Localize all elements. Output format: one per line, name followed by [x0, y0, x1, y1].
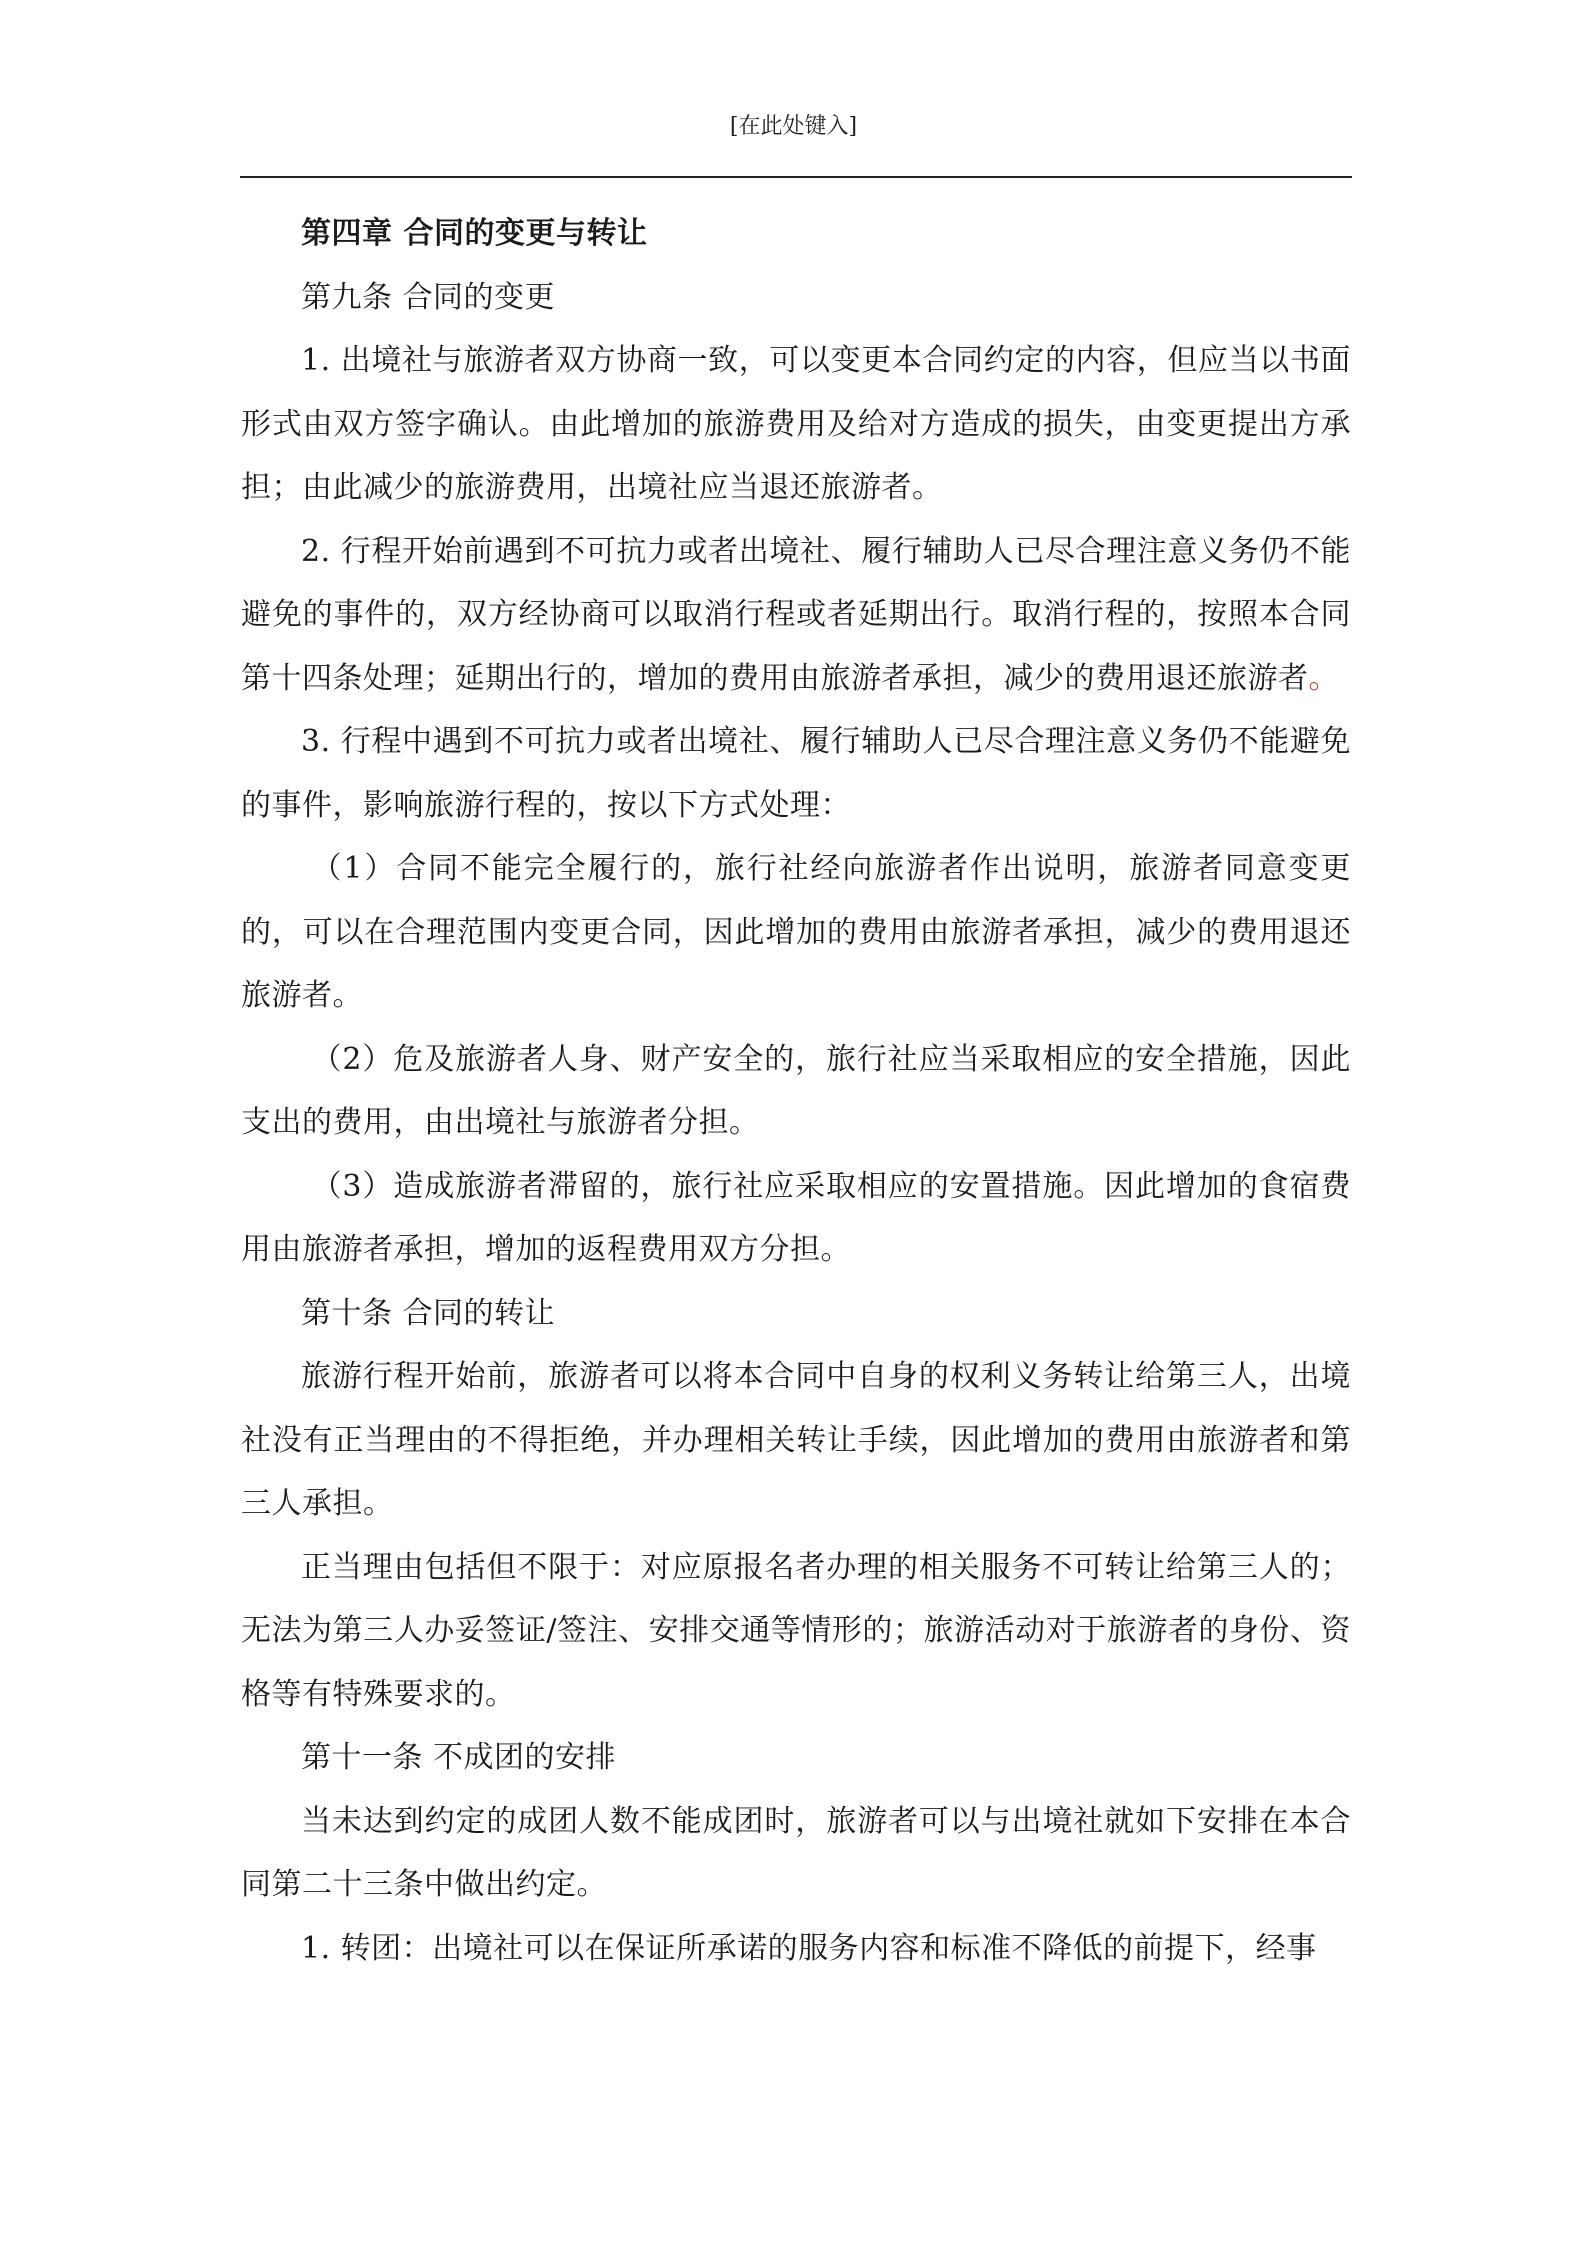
article-9-subitem-2: （2）危及旅游者人身、财产安全的，旅行社应当采取相应的安全措施，因此支出的费用，由出境社与旅游者分担。 [241, 1041, 1351, 1140]
article-9-paragraph-2-text: 2. 行程开始前遇到不可抗力或者出境社、履行辅助人已尽合理注意义务仍不能避免的事件的，双方经协商可以取消行程或者延期出行。取消行程的，按照本合同第十四条处理；延期出行的，增加的费用由旅游者承担，减少的费用退还旅游者 [241, 533, 1351, 696]
article-11-paragraph-2: 1. 转团：出境社可以在保证所承诺的服务内容和标准不降低的前提下，经事 [301, 1930, 1317, 1966]
chapter-title: 第四章 合同的变更与转让 [301, 216, 648, 251]
header-divider [240, 176, 1352, 178]
article-10-title: 第十条 合同的转让 [301, 1295, 556, 1331]
article-9-paragraph-3: 3. 行程中遇到不可抗力或者出境社、履行辅助人已尽合理注意义务仍不能避免的事件，影响旅游行程的，按以下方式处理： [241, 724, 1351, 823]
article-9-paragraph-2 [241, 520, 1351, 711]
article-9-title: 第九条 合同的变更 [301, 279, 556, 315]
article-9-paragraph-1: 1. 出境社与旅游者双方协商一致，可以变更本合同约定的内容，但应当以书面形式由双方签字确认。由此增加的旅游费用及给对方造成的损失，由变更提出方承担；由此减少的旅游费用，出境社应当退还旅游者。 [241, 343, 1351, 505]
article-11-paragraph-1: 当未达到约定的成团人数不能成团时，旅游者可以与出境社就如下安排在本合同第二十三条中做出约定。 [241, 1803, 1351, 1902]
article-9-subitem-3: （3）造成旅游者滞留的，旅行社应采取相应的安置措施。因此增加的食宿费用由旅游者承担，增加的返程费用双方分担。 [241, 1168, 1351, 1267]
article-10-paragraph-2: 正当理由包括但不限于：对应原报名者办理的相关服务不可转让给第三人的；无法为第三人办妥签证/签注、安排交通等情形的；旅游活动对于旅游者的身份、资格等有特殊要求的。 [241, 1549, 1351, 1712]
revision-mark: 。 [1308, 660, 1339, 696]
article-11-title: 第十一条 不成团的安排 [301, 1740, 617, 1775]
document-body [241, 202, 1351, 1980]
page-header: [在此处键入] [729, 114, 858, 139]
article-9-subitem-1: （1）合同不能完全履行的，旅行社经向旅游者作出说明，旅游者同意变更的，可以在合理范围内变更合同，因此增加的费用由旅游者承担，减少的费用退还旅游者。 [241, 851, 1351, 1013]
article-10-paragraph-1: 旅游行程开始前，旅游者可以将本合同中自身的权利义务转让给第三人，出境社没有正当理由的不得拒绝，并办理相关转让手续，因此增加的费用由旅游者和第三人承担。 [241, 1359, 1351, 1521]
